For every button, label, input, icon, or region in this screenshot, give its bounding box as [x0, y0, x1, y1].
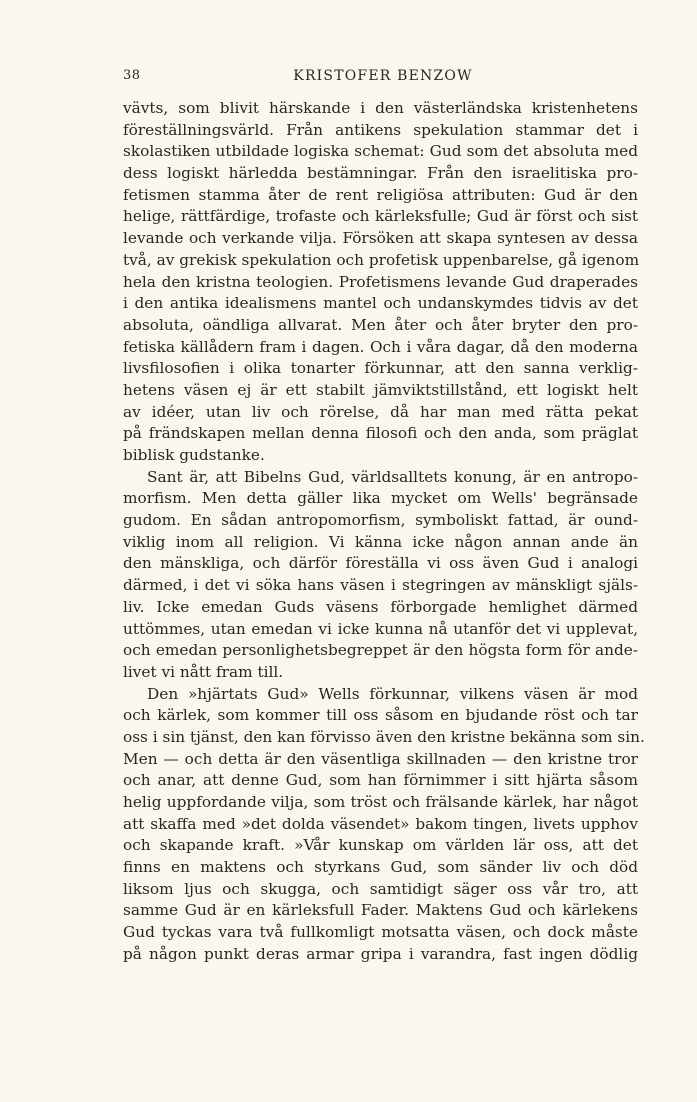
text-line: samme Gud är en kärleksfull Fader. Maktens Gud och kärlekens — [123, 901, 638, 920]
text-line: Den »hjärtats Gud» Wells förkunnar, vilkens väsen är mod — [147, 684, 638, 703]
text-line: i den antika idealismens mantel och undanskymdes tidvis av det — [123, 294, 638, 313]
text-line: livsfilosofien i olika tonarter förkunnar, att den sanna verklig- — [123, 359, 638, 378]
text-line: och emedan personlighetsbegreppet är den högsta form för ande- — [123, 641, 638, 660]
text-line: dess logiskt härledda bestämningar. Från den israelitiska pro- — [123, 164, 638, 183]
text-line: finns en maktens och styrkans Gud, som sänder liv och död — [123, 858, 638, 877]
page-header — [123, 68, 643, 90]
text-line: den mänskliga, och därför föreställa vi oss även Gud i analogi — [123, 554, 638, 573]
text-line: liksom ljus och skugga, och samtidigt säger oss vår tro, att — [123, 879, 638, 898]
text-line: vävts, som blivit härskande i den västerländska kristenhetens — [123, 99, 638, 117]
running-title: KRISTOFER BENZOW — [293, 68, 473, 84]
text-line: och anar, att denne Gud, som han förnimmer i sitt hjärta såsom — [123, 771, 638, 790]
text-line: på frändskapen mellan denna filosofi och den anda, som präglat — [123, 424, 638, 443]
text-line: på någon punkt deras armar gripa i varandra, fast ingen dödlig — [123, 944, 638, 963]
text-line: levande och verkande vilja. Försöken att skapa syntesen av dessa — [123, 229, 638, 248]
text-line: oss i sin tjänst, den kan förvisso även den kristne bekänna som sin. — [123, 727, 645, 746]
text-line: liv. Icke emedan Guds väsens förborgade hemlighet därmed — [123, 597, 638, 616]
text-line: skolastiken utbildade logiska schemat: Gud som det absoluta med — [123, 142, 638, 161]
text-line: helig uppfordande vilja, som tröst och frälsande kärlek, har något — [123, 793, 638, 811]
text-line: och kärlek, som kommer till oss såsom en bjudande röst och tar — [123, 706, 638, 725]
text-line: absoluta, oändliga allvarat. Men åter och åter bryter den pro- — [123, 315, 638, 334]
text-line: hetens väsen ej är ett stabilt jämviktstillstånd, ett logiskt helt — [123, 380, 638, 399]
text-line: gudom. En sådan antropomorfism, symboliskt fattad, är ound- — [123, 511, 638, 530]
text-line: viklig inom all religion. Vi känna icke någon annan ande än — [123, 532, 638, 551]
text-line: Sant är, att Bibelns Gud, världsalltets konung, är en antropo- — [147, 467, 638, 486]
text-line: Men — och detta är den väsentliga skillnaden — den kristne tror — [123, 749, 638, 768]
text-line: föreställningsvärld. Från antikens spekulation stammar det i — [123, 120, 638, 139]
text-line: hela den kristna teologien. Profetismens levande Gud draperades — [123, 272, 638, 291]
text-line: att skaffa med »det dolda väsendet» bakom tingen, livets upphov — [123, 814, 638, 833]
text-line: fetismen stamma åter de rent religiösa attributen: Gud är den — [123, 185, 638, 204]
page-number: 38 — [123, 68, 141, 83]
text-line: därmed, i det vi söka hans väsen i stegringen av mänskligt själs- — [123, 576, 638, 595]
text-line: biblisk gudstanke. — [123, 446, 265, 464]
body-text — [123, 98, 645, 966]
text-line: av idéer, utan liv och rörelse, då har man med rätta pekat — [123, 402, 638, 421]
text-line: morfism. Men detta gäller lika mycket om Wells' begränsade — [123, 489, 638, 508]
text-line: helige, rättfärdige, trofaste och kärleksfulle; Gud är först och sist — [123, 207, 638, 226]
text-line: Gud tyckas vara två fullkomligt motsatta väsen, och dock måste — [123, 923, 638, 942]
text-line: uttömmes, utan emedan vi icke kunna nå utanför det vi upplevat, — [123, 619, 638, 638]
text-line: två, av grekisk spekulation och profetisk uppenbarelse, gå igenom — [123, 250, 640, 269]
text-line: fetiska källådern fram i dagen. Och i våra dagar, då den moderna — [123, 337, 638, 356]
text-line: och skapande kraft. »Vår kunskap om världen lär oss, att det — [123, 836, 638, 855]
text-line: livet vi nått fram till. — [123, 662, 284, 681]
